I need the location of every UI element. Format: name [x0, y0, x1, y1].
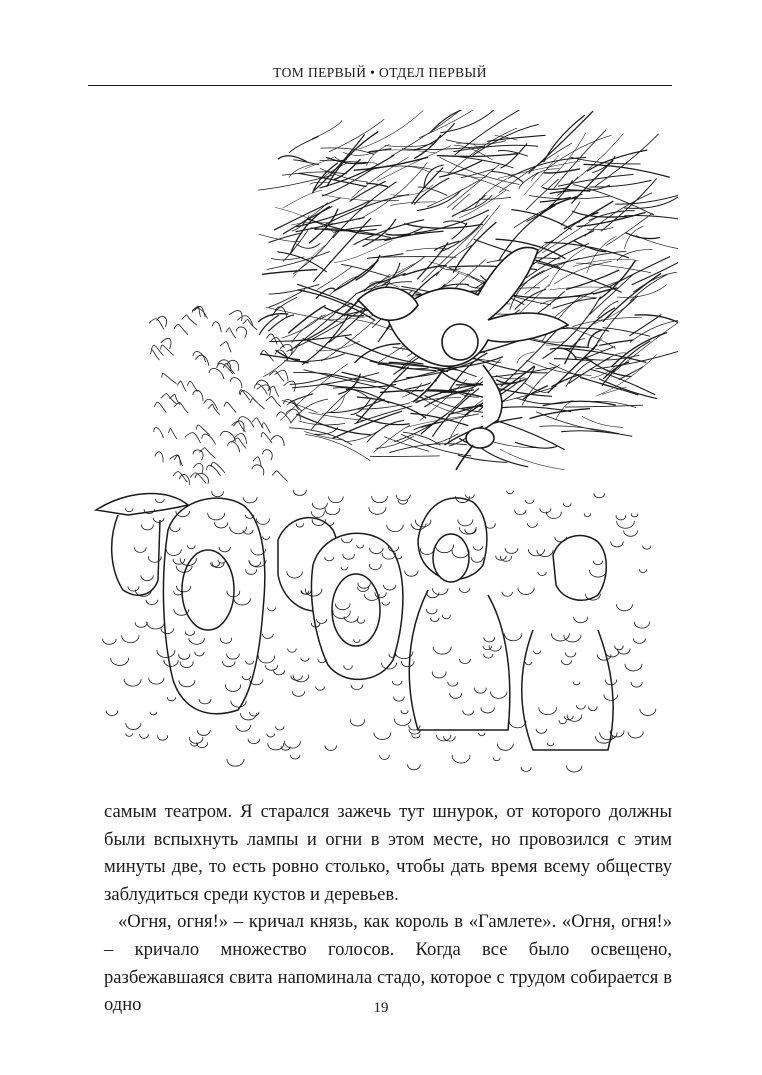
page-number: 19: [373, 1000, 389, 1016]
paragraph-continued: самым театром. Я старался зажечь тут шнурок, от которого должны были вспыхнуть лампы и огни в этом месте, но провозился с этим минуты две, то есть ровно столько, чтобы дать время всему обществу заблудиться среди кустов и деревьев.: [104, 801, 672, 905]
paragraph-dialogue: «Огня, огня!» – кричал князь, как король в «Гамлете». «Огня, огня!» – кричало множество голосов. Когда все было освещено, разбежавшаяся свита напоминала стадо, которое с трудом собирается в одно: [104, 911, 672, 1016]
running-head: ТОМ ПЕРВЫЙ • ОТДЕЛ ПЕРВЫЙ: [273, 65, 487, 80]
body-text: [104, 798, 672, 1019]
pen-and-ink-illustration: [88, 110, 678, 790]
dark-hatching: [149, 110, 678, 485]
header-rule: [88, 85, 672, 86]
